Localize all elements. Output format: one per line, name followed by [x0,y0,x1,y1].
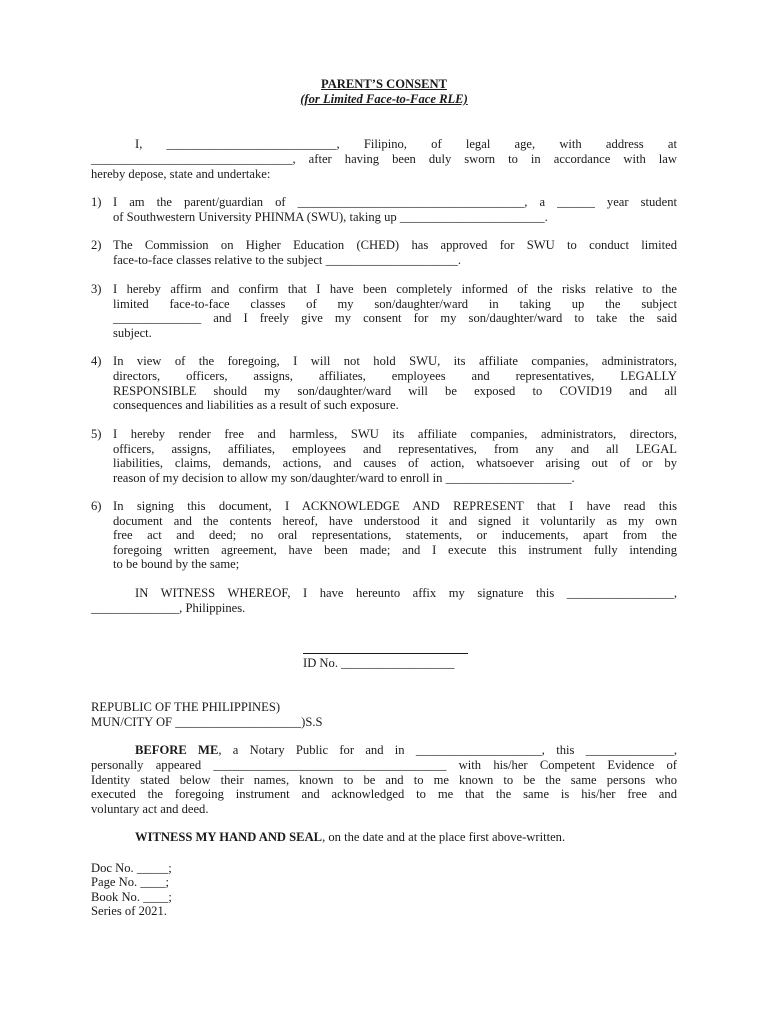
notary-line-5: voluntary act and deed. [91,802,209,816]
item-5-line: reason of my decision to allow my son/daughter/ward to enroll in ____________________. [113,471,575,485]
notary-line-3: Identity stated below their names, known to be and to me known to be the same persons who [91,773,677,787]
item-6-line: to be bound by the same; [113,557,240,571]
intro-line-2: ________________________________, after having been duly sworn to in accordance with law [91,152,677,166]
document-subtitle: (for Limited Face-to-Face RLE) [300,92,468,106]
republic-heading: REPUBLIC OF THE PHILIPPINES) [91,700,281,714]
series-year: Series of 2021. [91,904,167,918]
item-2-line: face-to-face classes relative to the subject _____________________. [113,253,461,267]
item-6-line: foregoing written agreement, have been made; and I execute this instrument fully intending [113,543,677,557]
witness-hand-text: , on the date and at the place first above-written. [322,830,566,844]
item-number: 5) [91,427,102,441]
item-1-line: I am the parent/guardian of ____________________________________, a ______ year student [113,195,677,209]
item-number: 6) [91,499,102,513]
notary-line-1-text: , a Notary Public for and in ____________________, this ______________, [218,743,678,757]
item-number: 2) [91,238,102,252]
item-5-line: liabilities, claims, demands, actions, and causes of action, whatsoever arising out of or by [113,456,677,470]
item-3-line: ______________ and I freely give my consent for my son/daughter/ward to take the said [113,311,677,325]
notary-line-4: executed the foregoing instrument and acknowledged to me that the same is his/her free and [91,787,677,801]
intro-line-3: hereby depose, state and undertake: [91,167,271,181]
witness-hand-label: WITNESS MY HAND AND SEAL [135,830,323,844]
notary-line-1 [135,743,677,758]
item-6-line: In signing this document, I ACKNOWLEDGE AND REPRESENT that I have read this [113,499,677,513]
mun-city-line: MUN/CITY OF ____________________)S.S [91,715,323,729]
signature-line [303,653,468,654]
document-title: PARENT’S CONSENT [320,77,448,91]
item-3-line: limited face-to-face classes of my son/daughter/ward in taking up the subject [113,297,677,311]
witness-line-2: ______________, Philippines. [91,601,246,615]
before-me-label: BEFORE ME [135,743,219,757]
item-4-line: directors, officers, assigns, affiliates, employees and representatives, LEGALLY [113,369,677,383]
witness-hand-seal [135,830,565,845]
item-3-line: subject. [113,326,152,340]
item-5-line: I hereby render free and harmless, SWU its affiliate companies, administrators, directors, [113,427,677,441]
intro-line-1: I, ___________________________, Filipino, of legal age, with address at [135,137,677,151]
item-number: 3) [91,282,102,296]
item-4-line: consequences and liabilities as a result of such exposure. [113,398,399,412]
item-6-line: free act and deed; no oral representations, statements, or inducements, apart from the [113,528,677,542]
doc-number: Doc No. _____; [91,861,172,875]
item-2-line: The Commission on Higher Education (CHED) has approved for SWU to conduct limited [113,238,677,252]
item-3-line: I hereby affirm and confirm that I have been completely informed of the risks relative to the [113,282,677,296]
item-1-line: of Southwestern University PHINMA (SWU), taking up _______________________. [113,210,548,224]
item-6-line: document and the contents hereof, have understood it and signed it voluntarily as my own [113,514,677,528]
witness-line-1: IN WITNESS WHEREOF, I have hereunto affix my signature this _________________, [135,586,677,600]
notary-line-2: personally appeared _____________________________________ with his/her Competent Evidence of [91,758,677,772]
item-4-line: In view of the foregoing, I will not hold SWU, its affiliate companies, administrators, [113,354,677,368]
item-5-line: officers, assigns, affiliates, employees and representatives, from any and all LEGAL [113,442,677,456]
item-number: 4) [91,354,102,368]
id-number-field: ID No. __________________ [303,656,455,670]
item-number: 1) [91,195,102,209]
book-number: Book No. ____; [91,890,172,904]
page-number: Page No. ____; [91,875,170,889]
item-4-line: RESPONSIBLE should my son/daughter/ward will be exposed to COVID19 and all [113,384,677,398]
